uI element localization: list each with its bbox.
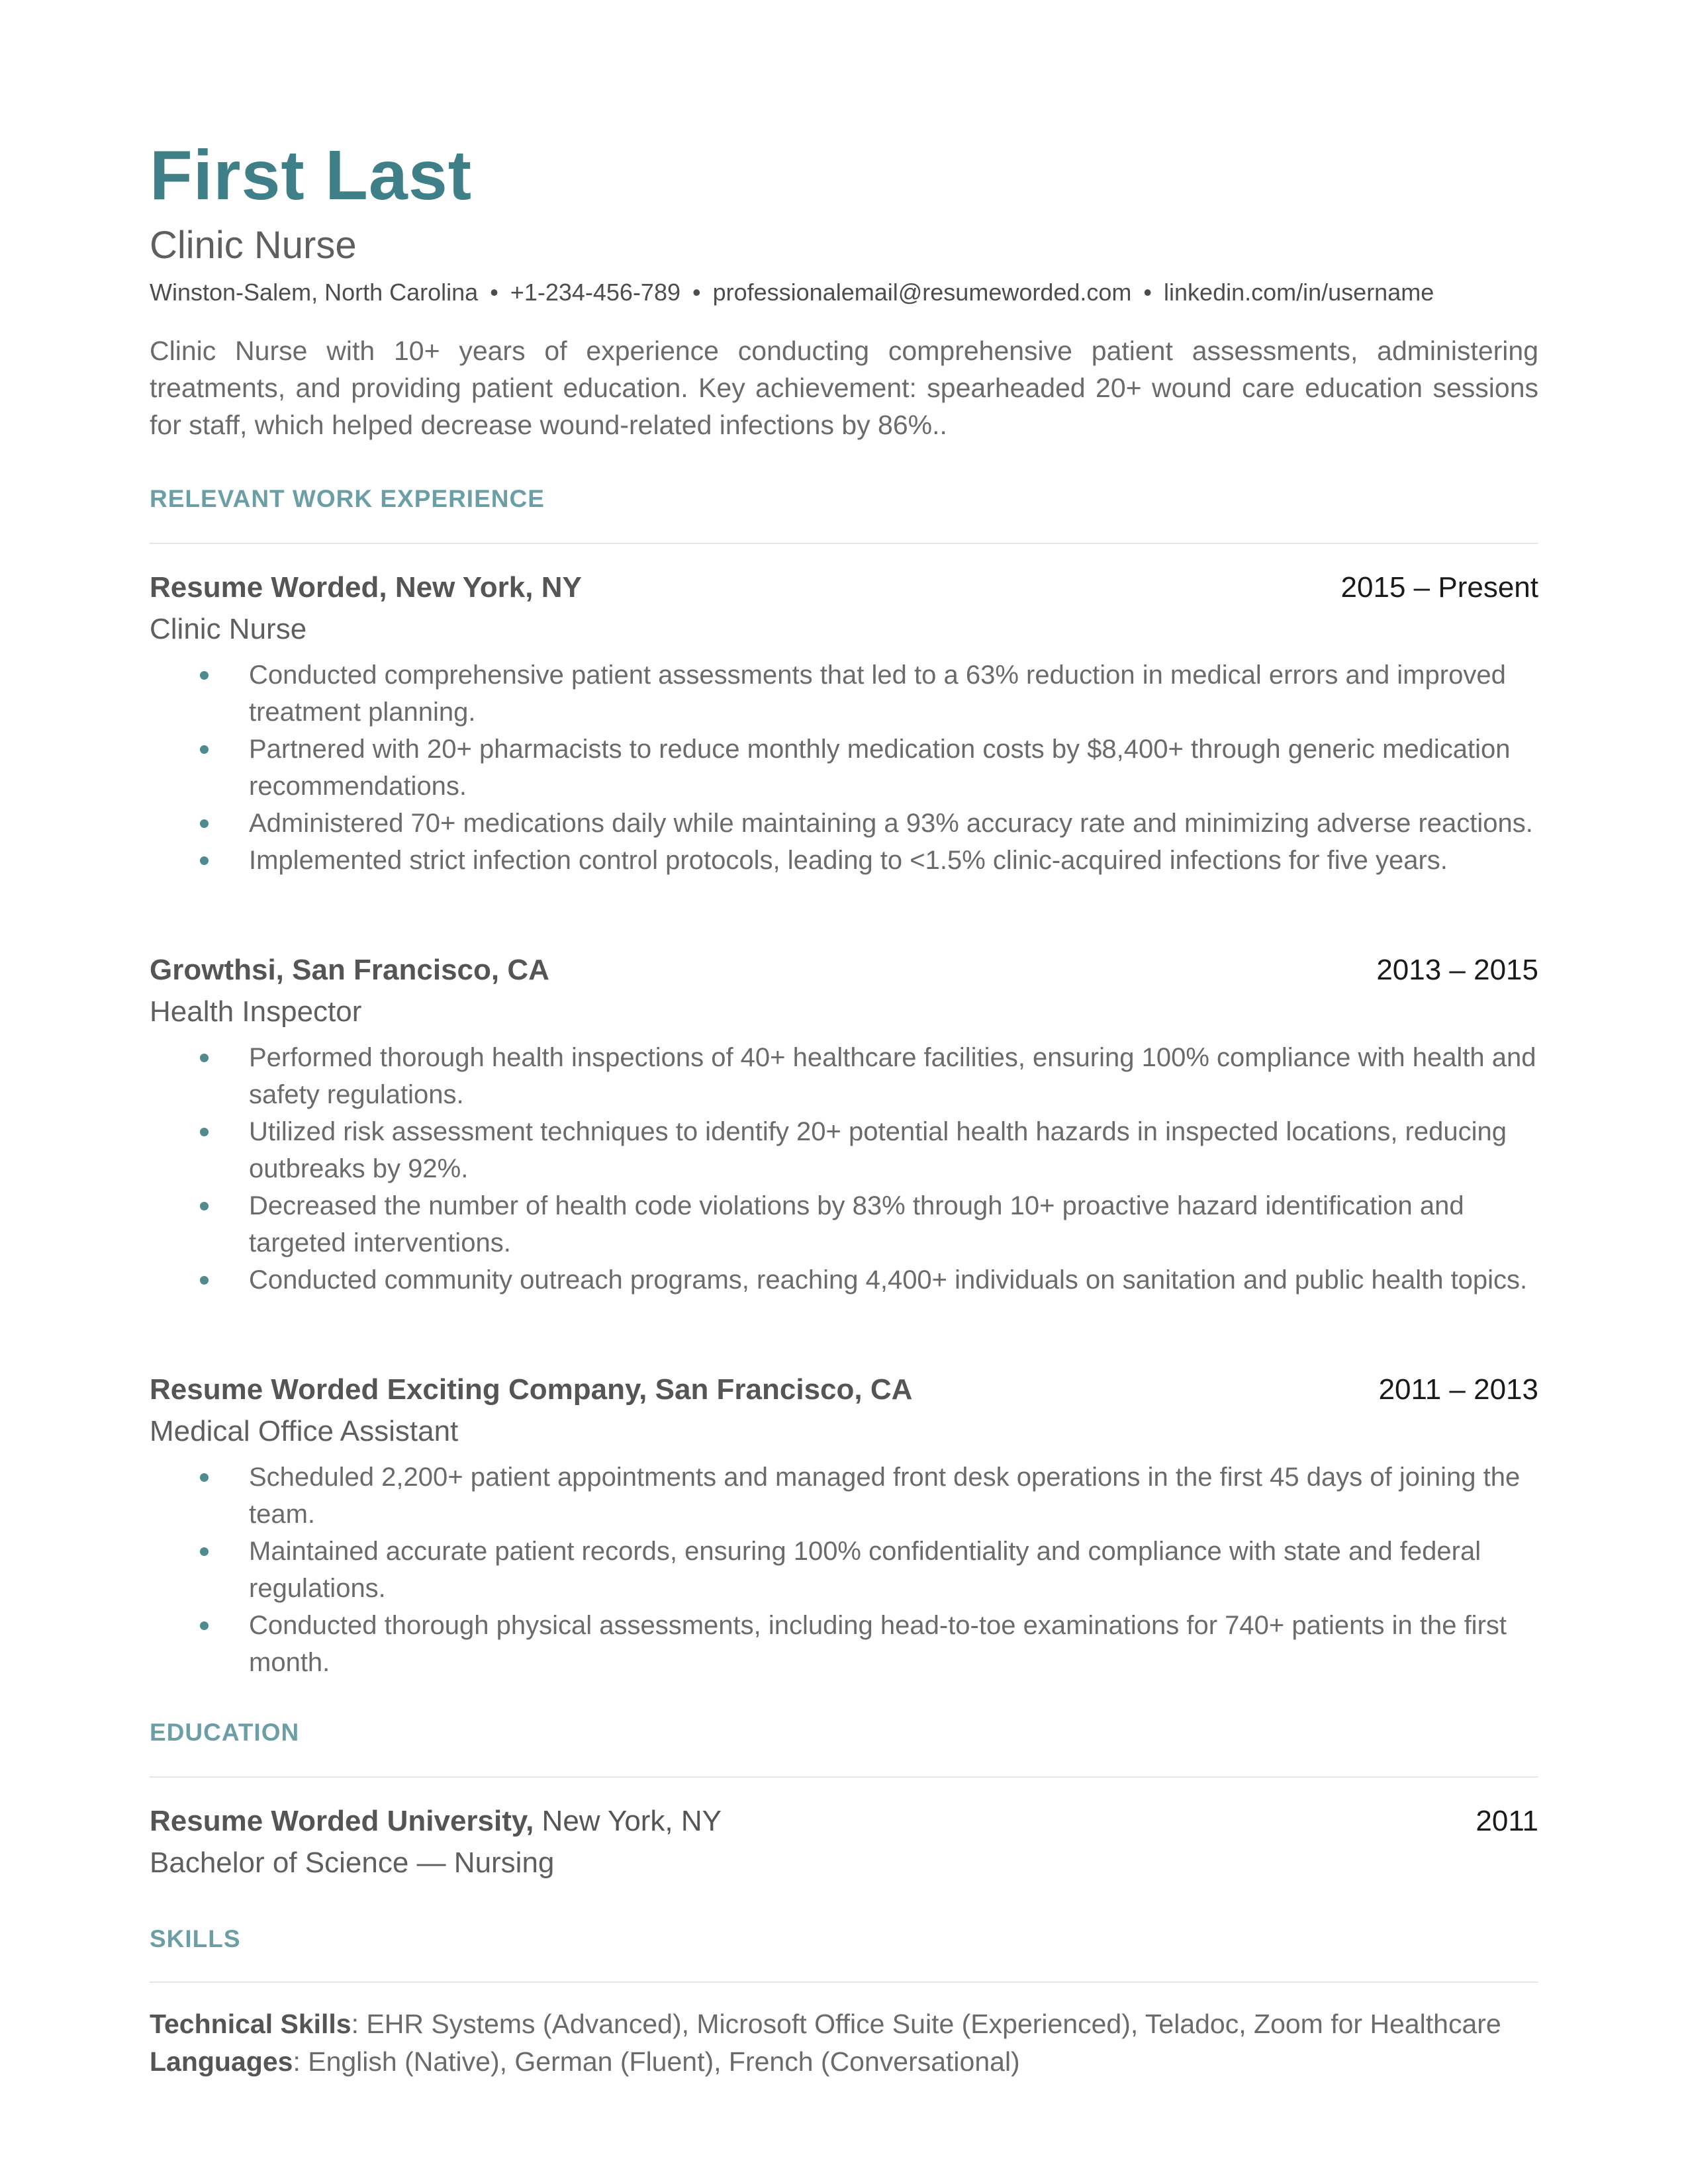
bullet-text: Conducted comprehensive patient assessments that led to a 63% reduction in medical errors and improved treatment planning. <box>249 660 1506 727</box>
job-header <box>150 1370 1538 1410</box>
bullet-icon <box>200 819 209 828</box>
job-bullet <box>150 657 1538 731</box>
education-divider <box>150 1776 1538 1778</box>
job-bullet <box>150 1187 1538 1261</box>
bullet-text: Utilized risk assessment techniques to identify 20+ potential health hazards in inspected locations, reducing outbreaks by 92%. <box>249 1117 1507 1183</box>
bullet-icon <box>200 671 209 680</box>
bullet-icon <box>200 1473 209 1482</box>
school-name: Resume Worded University, <box>150 1805 534 1837</box>
job-role: Clinic Nurse <box>150 613 307 645</box>
job-entry <box>150 950 1538 1298</box>
candidate-name: First Last <box>150 136 473 214</box>
technical-skills-label: Technical Skills <box>150 2009 352 2039</box>
bullet-text: Performed thorough health inspections of 40+ healthcare facilities, ensuring 100% compliance with health and safety regulations. <box>249 1043 1536 1109</box>
job-bullet <box>150 731 1538 805</box>
job-dates: 2015 – Present <box>1340 571 1538 604</box>
school-location: New York, NY <box>534 1805 722 1837</box>
job-dates: 2013 – 2015 <box>1376 954 1538 986</box>
contact-email[interactable]: professionalemail@resumeworded.com <box>712 279 1132 306</box>
technical-skills-line <box>150 2005 1538 2043</box>
bullet-text: Partnered with 20+ pharmacists to reduce monthly medication costs by $8,400+ through generic medication recommendations. <box>249 735 1511 801</box>
job-dates: 2011 – 2013 <box>1378 1373 1538 1406</box>
education-heading: EDUCATION <box>150 1719 300 1746</box>
job-role: Medical Office Assistant <box>150 1415 459 1447</box>
bullet-text: Scheduled 2,200+ patient appointments and managed front desk operations in the first 45 days of joining the team. <box>249 1463 1521 1529</box>
bullet-icon <box>200 856 209 865</box>
job-company: Resume Worded Exciting Company, San Francisco, CA <box>150 1373 913 1406</box>
bullet-text: Administered 70+ medications daily while maintaining a 93% accuracy rate and minimizing adverse reactions. <box>249 809 1533 838</box>
bullet-icon <box>200 1054 209 1062</box>
job-bullet <box>150 1113 1538 1187</box>
bullet-icon <box>200 1128 209 1136</box>
bullet-icon <box>200 745 209 754</box>
skills-heading: SKILLS <box>150 1925 241 1952</box>
summary-paragraph: Clinic Nurse with 10+ years of experience conducting comprehensive patient assessments, administering treatments, and providing patient education. Key achievement: spearheaded 20+ wound care education sessions for staff, which helped decrease wound-related infections by 86%.. <box>150 336 1538 440</box>
contact-separator: • <box>1143 279 1152 306</box>
job-bullets <box>150 1039 1538 1298</box>
contact-linkedin[interactable]: linkedin.com/in/username <box>1164 279 1434 306</box>
bullet-text: Conducted community outreach programs, reaching 4,400+ individuals on sanitation and public health topics. <box>249 1265 1528 1295</box>
contact-phone: +1-234-456-789 <box>510 279 680 306</box>
job-bullet <box>150 1261 1538 1298</box>
experience-heading: RELEVANT WORK EXPERIENCE <box>150 485 545 512</box>
contact-location: Winston-Salem, North Carolina <box>150 279 479 306</box>
bullet-text: Decreased the number of health code violations by 83% through 10+ proactive hazard identification and targeted interventions. <box>249 1191 1464 1257</box>
job-bullet <box>150 842 1538 879</box>
education-school <box>150 1801 722 1841</box>
bullet-icon <box>200 1202 209 1210</box>
job-header <box>150 568 1538 608</box>
technical-skills-value: : EHR Systems (Advanced), Microsoft Office Suite (Experienced), Teladoc, Zoom for Healthcare <box>351 2009 1501 2039</box>
job-bullets <box>150 1459 1538 1681</box>
experience-divider <box>150 543 1538 544</box>
education-year: 2011 <box>1476 1805 1538 1837</box>
job-header <box>150 950 1538 990</box>
education-header <box>150 1801 1538 1841</box>
job-bullet <box>150 805 1538 842</box>
job-company: Growthsi, San Francisco, CA <box>150 954 549 986</box>
job-bullet <box>150 1459 1538 1533</box>
skills-divider <box>150 1981 1538 1983</box>
job-bullet <box>150 1607 1538 1681</box>
bullet-icon <box>200 1276 209 1285</box>
languages-label: Languages <box>150 2046 293 2077</box>
job-bullet <box>150 1039 1538 1113</box>
languages-value: : English (Native), German (Fluent), French (Conversational) <box>293 2046 1020 2077</box>
job-bullets <box>150 657 1538 879</box>
job-bullet <box>150 1533 1538 1607</box>
education-entry <box>150 1801 1538 1884</box>
bullet-icon <box>200 1547 209 1556</box>
job-entry <box>150 1370 1538 1681</box>
bullet-text: Implemented strict infection control protocols, leading to <1.5% clinic-acquired infections for five years. <box>249 846 1448 875</box>
bullet-text: Conducted thorough physical assessments, including head-to-toe examinations for 740+ patients in the first month. <box>249 1611 1507 1677</box>
education-degree: Bachelor of Science — Nursing <box>150 1846 555 1879</box>
skills-list <box>150 2005 1538 2081</box>
bullet-text: Maintained accurate patient records, ensuring 100% confidentiality and compliance with state and federal regulations. <box>249 1537 1481 1603</box>
job-entry <box>150 568 1538 879</box>
contact-line <box>150 278 1538 307</box>
bullet-icon <box>200 1621 209 1630</box>
contact-separator: • <box>692 279 701 306</box>
job-company: Resume Worded, New York, NY <box>150 571 582 604</box>
languages-line <box>150 2043 1538 2081</box>
contact-separator: • <box>490 279 498 306</box>
candidate-title: Clinic Nurse <box>150 224 357 267</box>
job-role: Health Inspector <box>150 995 362 1028</box>
